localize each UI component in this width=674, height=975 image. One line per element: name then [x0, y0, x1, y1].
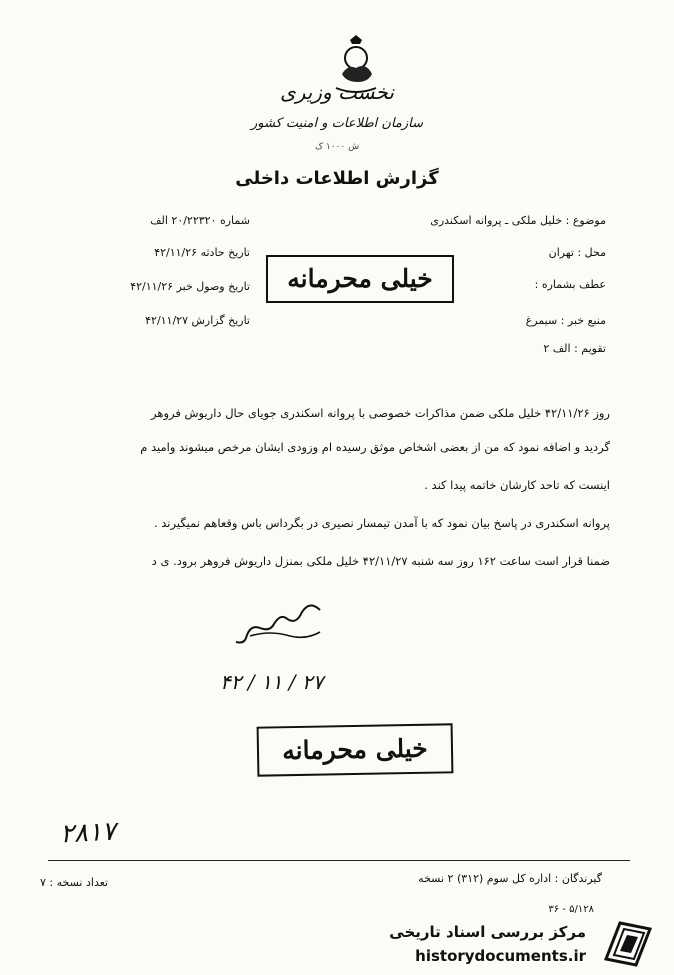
body-line-1: روز ۴۲/۱۱/۲۶ خلیل ملکی ضمن مذاکرات خصوصی با پروانه اسکندری جویای حال داریوش فروهر — [151, 406, 610, 420]
location-row: محل : تهران — [548, 246, 606, 259]
recipients-row — [418, 872, 602, 885]
receipt-date-label: تاریخ وصول خبر — [176, 280, 250, 293]
location-label: محل — [584, 246, 606, 259]
evaluation-value: الف ۲ — [543, 342, 571, 355]
handwritten-number: ۲۸۱۷ — [59, 816, 117, 850]
copies-value: ۷ — [40, 876, 46, 889]
body-line-4: پروانه اسکندری در پاسخ بیان نمود که با آمدن تیمسار نصیری در بگرداس باس وقعاهم نمیگیرند . — [153, 516, 610, 530]
report-title: گزارش اطلاعات داخلی — [235, 168, 439, 189]
recipients-value: اداره کل سوم (۳۱۲) ۲ نسخه — [418, 872, 552, 885]
brand-url: historydocuments.ir — [415, 947, 586, 965]
number-label: شماره — [219, 214, 250, 227]
body-line-3: اینست که تاحد کارشان خاتمه پیدا کند . — [424, 478, 610, 492]
report-date-label: تاریخ گزارش — [191, 314, 250, 327]
number-value: ۲۰/۲۲۳۲۰ الف — [150, 214, 217, 227]
event-date-value: ۴۲/۱۱/۲۶ — [154, 246, 198, 259]
report-date-row — [40, 314, 250, 327]
copies-row — [40, 876, 108, 889]
event-date-row — [40, 246, 250, 259]
subject-row: موضوع : خلیل ملکی ـ پروانه اسکندری — [430, 214, 606, 227]
copies-label: تعداد نسخه : — [49, 876, 109, 889]
source-label: منبع خبر — [567, 314, 606, 327]
body-line-2: گردید و اضافه نمود که من از بعضی اشخاص موثق رسیده ام وزودی ایشان مرخص میشوند وامید م — [140, 440, 610, 454]
archive-logo-icon — [600, 915, 656, 967]
classification-stamp: خیلی محرمانه — [266, 255, 454, 303]
handwritten-date: ۲۷ / ۱۱ / ۴۲ — [220, 670, 324, 694]
subject-value: خلیل ملکی ـ پروانه اسکندری — [430, 214, 563, 227]
receipt-date-value: ۴۲/۱۱/۲۶ — [130, 280, 174, 293]
location-value: تهران — [548, 246, 574, 259]
source-row: منبع خبر : سیمرغ — [525, 314, 606, 327]
footer-divider — [48, 860, 630, 861]
footer-code: ۵/۱۲۸ - ۳۶ — [548, 904, 594, 915]
organization-heading: سازمان اطلاعات و امنیت کشور — [250, 116, 424, 131]
classification-stamp-bottom: خیلی محرمانه — [257, 723, 454, 776]
evaluation-label: تقویم — [581, 342, 606, 355]
handwritten-signature — [220, 598, 330, 648]
header-number: ش ۱۰۰۰ ک — [314, 142, 360, 152]
body-line-5: ضمنا قرار است ساعت ۱۶۲ روز سه شنبه ۴۲/۱۱/۲۷ خلیل ملکی بمنزل داریوش فروهر برود. ی د — [151, 554, 610, 568]
office-heading: نخست وزیری — [280, 80, 394, 104]
report-date-value: ۴۲/۱۱/۲۷ — [145, 314, 188, 327]
subject-label: موضوع — [572, 214, 606, 227]
reference-label: عطف بشماره — [541, 278, 606, 291]
reference-row: عطف بشماره : — [534, 278, 606, 291]
number-row — [40, 214, 250, 227]
evaluation-row: تقویم : الف ۲ — [543, 342, 606, 355]
brand-name: مرکز بررسی اسناد تاریخی — [389, 923, 586, 941]
source-value: سیمرغ — [525, 314, 558, 327]
recipients-label: گیرندگان : — [554, 872, 602, 885]
event-date-label: تاریخ حادثه — [200, 246, 250, 259]
receipt-date-row — [40, 280, 250, 293]
